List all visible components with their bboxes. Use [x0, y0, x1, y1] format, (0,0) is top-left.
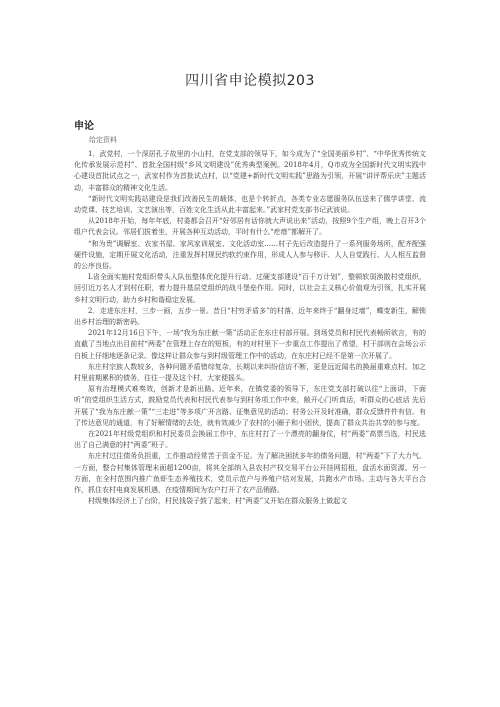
paragraph: 东庄村宗族人数较多，各种问题矛盾错综复杂，长期以来纠纷信访不断，更是远近闻名的换届重难点村。加之村里前期累积的债务，往往一提及这个村，大家便摇头。	[74, 362, 426, 383]
paragraph: 2021年12月16日下午，一场“我为东庄献一策”活动正在东庄村部开展。到场党员和村民代表畅所欲言，有的直截了当地点出目前村“两委”在管理上存在的短板，有的对村里下一步重点工作提出了希望，村干部则在会场公示白板上仔细地逐条记录。像这样让群众参与到村级管理工作中的活动，在东庄村已经不是第一次开展了。	[74, 329, 426, 360]
document-title: 四川省申论模拟203	[185, 73, 315, 89]
paragraph: “新时代文明实践站建设是我们改善民生的载体，也是个转折点，各类专业志愿服务队伍送来了儒学讲堂、流动党课、技艺培训、文艺演出等，百姓文化生活从此丰富起来。”武家村党支部书记武波说。	[74, 194, 426, 215]
paragraph: 1．武党村，一个深居孔子故里的小山村，在党支部的领导下，如今成为了“全国美丽乡村”、“中华优秀传统文化传承发展示范村”、首批全国村级“乡风文明建设”优秀典型案例。2018年4月，Q市成为全国新时代文明实践中心建设首批试点之一，武家村作为首批试点村，以“党建+新时代文明实践”思路为引领，开展“讲评帮乐庆”主题活动，丰富群众的精神文化生活。	[74, 150, 426, 192]
paragraph: 从2018年开始，每年年底，村委都会召开“好邻居有话你就大声说出来”活动，按照9个生产组，晚上召开3个组户代表会议。邻居们拔着坐，开展各种互动活动，平时有什么“疙瘩”都解开了。	[74, 217, 426, 237]
section-heading: 申论	[74, 121, 94, 132]
paragraph: L省全面实施村党组织带头人队伍整体优化提升行动、过硬支部建设“百千万计划”，整顿软弱涣散村党组织，回引近万名人才到村任职，着力提升基层党组织的战斗堡垒作用。同时，以社会主义核心价值观为引领，扎实开展乡村文明行动，助力乡村和谐稳定发展。	[74, 273, 426, 304]
paragraph: 原有治理模式难奏效，创新才是新出路。近年来，在镇党委的领导下，东庄党支部打破以往“上面讲，下面听”的党组织生活方式，鼓励党员代表和村民代表参与到村务项工作中来，敞开心门听真话，听群众的心底话 先后开展了“我为东庄献一策”“三走进”等多项广开言路、征集意见的活动；村务公开及时准确，群众反馈件件有信。有了传达意见的通道，有了好解情绪的去处，就有效减少了农村的小圈子和小团伙，提高了群众共治共享的参与度。	[74, 385, 426, 427]
paragraph: 东庄村过往债务负担重，工作推动经常苦于资金不足。为了解决困扰多年的债务问题，村“两委”下了大力气。一方面，整合村集体管理未面超1200亩，将其全部纳入县农村产权交易平台公开挂网招租，盘活水面资源。另一方面，在全村范围内推广鱼虾生态养殖技术，党员示范户与养殖户结对发展，共跑水产市场。主动与各大平台合作，抓住农村电商发展机遇，在疫情期间为农户打开了农产品销路。	[74, 452, 426, 495]
paragraph: “和为贵”调解室、农家书屋、家风家训展室、文化活动室……村子先后改造提升了一系列服务场所，配齐配强硬件设施，定期开展文化活动，注重发挥村规民约软约束作用，形成人人参与移讦、人人自觉践行、人人相互监督的公序良俗。	[74, 239, 426, 271]
material-label: 给定资料	[89, 136, 117, 144]
paragraph: 在2021年村级党组织和村民委员会换届工作中，东庄村打了一个漂亮的翻身仗，村“两委”高票当选，村民选出了自己满意的村“两委”班子。	[74, 430, 426, 450]
paragraph: 2．走进东庄村，三步一画，五步一景。昔日“村穷矛盾多”的村落，近年来终于“翻身过墙”，蝶变新生，解锁出乡村治理的新密码。	[74, 306, 426, 327]
paragraph: 村级集体经济上了台阶，村民钱袋子鼓了起来，村“两委”又开始在群众服务上做起文	[88, 497, 348, 506]
material-body	[74, 149, 426, 508]
